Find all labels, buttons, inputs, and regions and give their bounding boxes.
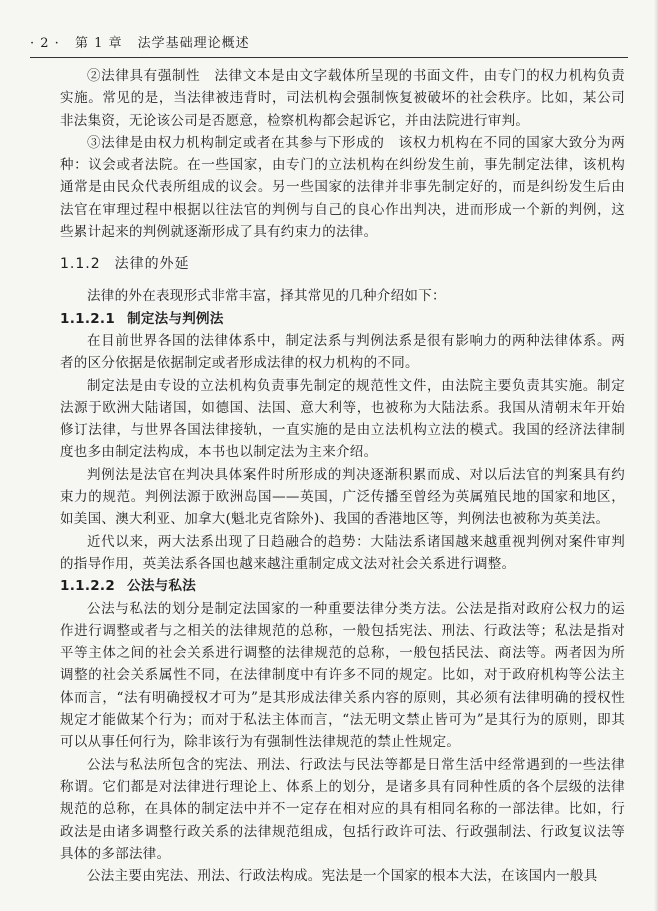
paragraph-statutory-law: 制定法是由专设的立法机构负责事先制定的规范性文件，由法院主要负责其实施。制定法源于欧洲大陆诸国，如德国、法国、意大利等，也被称为大陆法系。我国从清朝末年开始修订法律，与世界各国法律接轨，一直实施的是由立法机构立法的模式。我国的经济法律制度也多由制定法构成，本书也以制定法为主来介绍。 (60, 377, 625, 461)
page-body (60, 65, 625, 887)
paragraph-legal-systems: 在目前世界各国的法律体系中，制定法系与判例法系是很有影响力的两种法律体系。两者的区分依据是依据制定或者形成法律的权力机构的不同。 (60, 332, 625, 372)
page-number: · 2 · (30, 36, 60, 51)
paragraph-convergence: 近代以来，两大法系出现了日趋融合的趋势：大陆法系诸国越来越重视判例对案件审判的指导作用，英美法系各国也越来越注重制定成文法对社会关系进行调整。 (60, 533, 625, 572)
subsection-heading-2 (60, 575, 625, 597)
section-title: 法律的外延 (114, 256, 190, 273)
subsection-title-1: 制定法与判例法 (127, 310, 224, 327)
subsection-title-2: 公法与私法 (127, 578, 197, 595)
paragraph-case-law: 判例法是法官在判决具体案件时所形成的判决逐渐积累而成、对以后法官的判案具有约束力的规范。判例法源于欧洲岛国——英国，广泛传播至曾经为英属殖民地的国家和地区，如美国、澳大利亚、加拿大(魁北克省除外)、我国的香港地区等，判例法也被称为英美法。 (60, 466, 625, 528)
subsection-number-1: 1.1.2.1 (60, 310, 116, 327)
paragraph-law-names: 公法与私法所包含的宪法、刑法、行政法与民法等都是日常生活中经常遇到的一些法律称谓。它们都是对法律进行理论上、体系上的划分，是诸多具有同种性质的各个层级的法律规范的总称，在具体的制定法中并不一定存在相对应的具有相同名称的一部法律。比如，行政法是由诸多调整行政关系的法律规范组成，包括行政许可法、行政强制法、行政复议法等具体的多部法律。 (60, 756, 625, 862)
page-edge-shadow (654, 0, 658, 911)
paragraph-public-law: 公法主要由宪法、刑法、行政法构成。宪法是一个国家的根本大法，在该国内一般具 (87, 868, 598, 885)
chapter-title: 法学基础理论概述 (137, 36, 250, 51)
running-head (30, 32, 260, 51)
subsection-number-2: 1.1.2.2 (60, 578, 116, 595)
paragraph-public-private: 公法与私法的划分是制定法国家的一种重要法律分类方法。公法是指对政府公权力的运作进行调整或者与之相关的法律规范的总称，一般包括宪法、刑法、行政法等；私法是指对平等主体之间的社会关系进行调整的法律规范的总称，一般包括民法、商法等。两者因为所调整的社会关系属性不同，在法律制度中有许多不同的规定。比如，对于政府机构等公法主体而言，“法有明确授权才可为”是其形成法律关系内容的原则，其必须有法律明确的授权性规定才能做某个行为；而对于私法主体而言，“法无明文禁止皆可为”是其行为的原则，即其可以从事任何行为，除非该行为有强制性法律规范的禁止性规定。 (60, 600, 625, 751)
section-number: 1.1.2 (60, 256, 101, 273)
paragraph-enforceability: ②法律具有强制性 法律文本是由文字载体所呈现的书面文件，由专门的权力机构负责实施。常见的是，当法律被违背时，司法机构会强制恢复被破坏的社会秩序。比如，某公司非法集资，无论该公司是否愿意，检察机构都会起诉它，并由法院进行审判。 (60, 68, 625, 129)
chapter-label: 第 1 章 (74, 36, 123, 51)
paragraph-intro: 法律的外在表现形式非常丰富，择其常见的几种介绍如下： (87, 288, 446, 305)
section-heading (60, 252, 625, 276)
paragraph-authority: ③法律是由权力机构制定或者在其参与下形成的 该权力机构在不同的国家大致分为两种：议会或者法院。在一些国家，由专门的立法机构在纠纷发生前，事先制定法律，该机构通常是由民众代表所组成的议会。另一些国家的法律并非事先制定好的，而是纠纷发生后由法官在审理过程中根据以往法官的判例与自己的良心作出判决，进而形成一个新的判例，这些累计起来的判例就逐渐形成了具有约束力的法律。 (60, 134, 625, 241)
subsection-heading-1 (60, 308, 625, 330)
header-rule (30, 57, 628, 58)
